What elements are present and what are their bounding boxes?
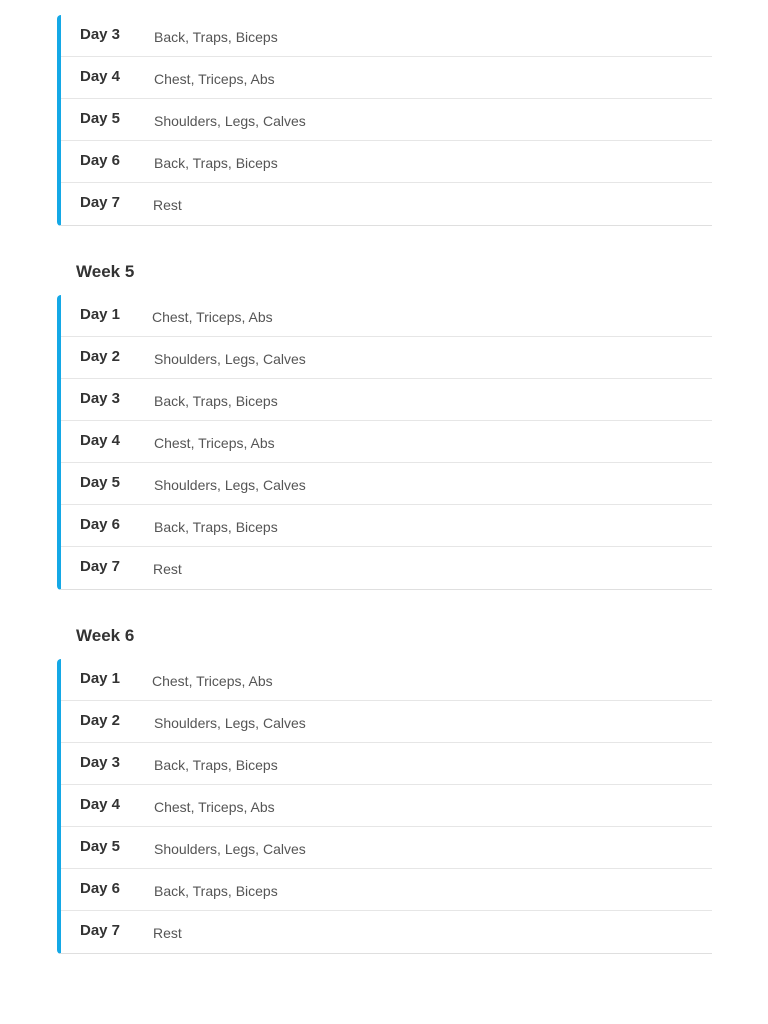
muscle-groups: Rest (153, 197, 182, 213)
day-label: Day 3 (80, 26, 121, 43)
day-label: Day 6 (80, 152, 121, 169)
muscle-groups: Chest, Triceps, Abs (154, 435, 275, 451)
table-row (61, 141, 712, 183)
table-row (61, 659, 712, 701)
table-row (61, 701, 712, 743)
week-5-heading: Week 5 (76, 262, 135, 281)
table-row (61, 295, 712, 337)
muscle-groups: Chest, Triceps, Abs (152, 309, 273, 325)
muscle-groups: Back, Traps, Biceps (154, 393, 278, 409)
table-row (61, 785, 712, 827)
day-label: Day 4 (80, 432, 121, 449)
muscle-groups: Chest, Triceps, Abs (154, 71, 275, 87)
muscle-groups: Rest (153, 925, 182, 941)
muscle-groups: Chest, Triceps, Abs (154, 799, 275, 815)
muscle-groups: Shoulders, Legs, Calves (154, 113, 306, 129)
table-row (61, 337, 712, 379)
table-row (61, 547, 712, 589)
week-5-table (57, 295, 712, 590)
week-6-heading: Week 6 (76, 626, 135, 645)
day-label: Day 3 (80, 754, 121, 771)
table-row (61, 379, 712, 421)
table-row (61, 743, 712, 785)
table-row (61, 183, 712, 225)
muscle-groups: Rest (153, 561, 182, 577)
muscle-groups: Chest, Triceps, Abs (152, 673, 273, 689)
week-4-schedule (57, 15, 712, 226)
day-label: Day 1 (80, 306, 121, 323)
muscle-groups: Shoulders, Legs, Calves (154, 351, 306, 367)
muscle-groups: Shoulders, Legs, Calves (154, 477, 306, 493)
day-label: Day 6 (80, 880, 121, 897)
day-label: Day 5 (80, 110, 121, 127)
week-6-schedule (57, 659, 712, 954)
day-label: Day 4 (80, 796, 121, 813)
table-row (61, 463, 712, 505)
muscle-groups: Shoulders, Legs, Calves (154, 841, 306, 857)
day-label: Day 1 (80, 670, 121, 687)
table-row (61, 421, 712, 463)
day-label: Day 6 (80, 516, 121, 533)
muscle-groups: Back, Traps, Biceps (154, 883, 278, 899)
table-row (61, 827, 712, 869)
week-4-table (57, 15, 712, 226)
table-row (61, 911, 712, 953)
day-label: Day 4 (80, 68, 121, 85)
week-6-table (57, 659, 712, 954)
table-row (61, 15, 712, 57)
muscle-groups: Back, Traps, Biceps (154, 29, 278, 45)
day-label: Day 3 (80, 390, 121, 407)
muscle-groups: Back, Traps, Biceps (154, 519, 278, 535)
day-label: Day 7 (80, 922, 121, 939)
day-label: Day 5 (80, 838, 121, 855)
day-label: Day 7 (80, 558, 121, 575)
table-row (61, 505, 712, 547)
muscle-groups: Shoulders, Legs, Calves (154, 715, 306, 731)
muscle-groups: Back, Traps, Biceps (154, 155, 278, 171)
table-row (61, 57, 712, 99)
day-label: Day 5 (80, 474, 121, 491)
day-label: Day 2 (80, 712, 121, 729)
table-row (61, 99, 712, 141)
table-row (61, 869, 712, 911)
day-label: Day 7 (80, 194, 121, 211)
muscle-groups: Back, Traps, Biceps (154, 757, 278, 773)
week-5-schedule (57, 295, 712, 590)
day-label: Day 2 (80, 348, 121, 365)
